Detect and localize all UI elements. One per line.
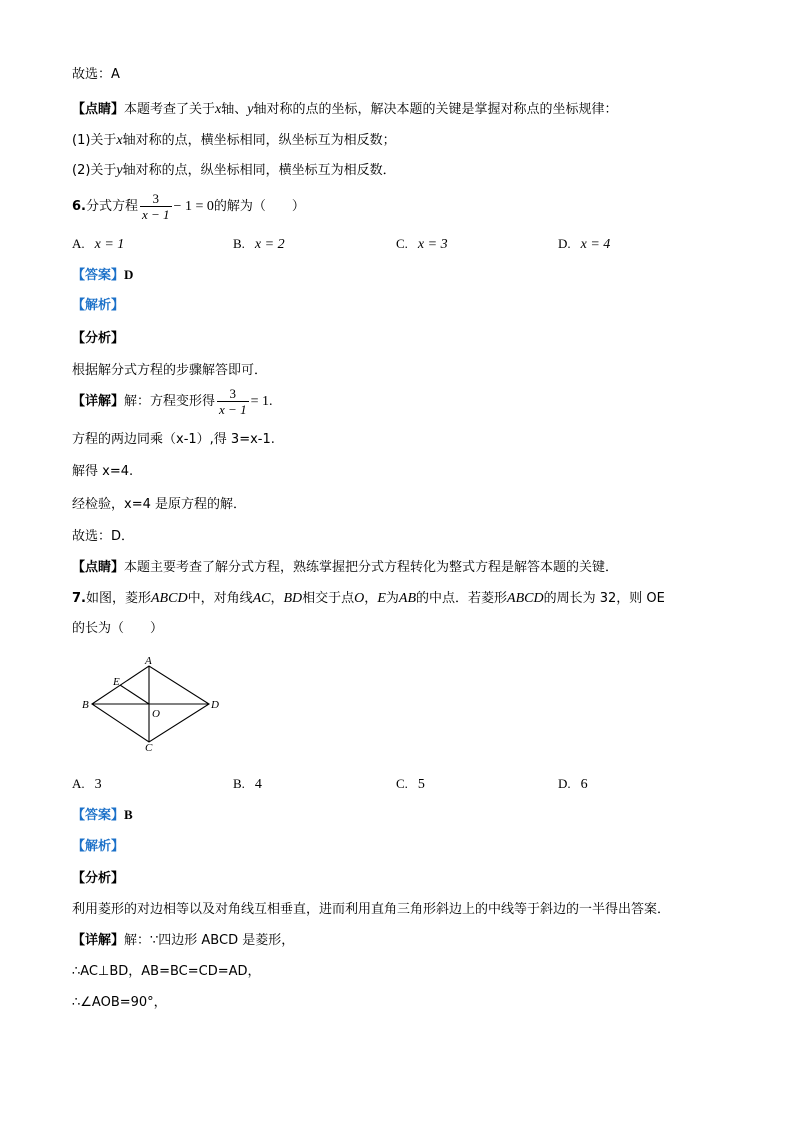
q7-stem-line-1: 7.如图，菱形ABCD中，对角线AC，BD相交于点O，E为AB的中点．若菱形ABCD的周长为 32，则 OE bbox=[72, 591, 665, 606]
rhombus-figure bbox=[80, 654, 230, 754]
q6-detail: 【详解】解：方程变形得 $\frac{3}{x - 1}$ = 1. bbox=[72, 386, 273, 417]
q6-fenxi-text: 根据解分式方程的步骤解答即可． bbox=[72, 363, 268, 378]
symmetry-rule-1: (1)关于x轴对称的点，横坐标相同，纵坐标互为相反数； bbox=[72, 133, 396, 148]
tip-paragraph: 【点睛】本题考查了关于x轴、y轴对称的点的坐标，解决本题的关键是掌握对称点的坐标规律： bbox=[72, 102, 618, 117]
q6-step-4: 故选：D． bbox=[72, 529, 135, 544]
q6-answer: 【答案】D bbox=[72, 267, 134, 283]
label-e: E bbox=[113, 676, 120, 688]
label-b: B bbox=[82, 699, 89, 711]
q6-step-3: 经检验，x=4 是原方程的解． bbox=[72, 497, 246, 512]
q7-step-1: ∴AC⊥BD，AB=BC=CD=AD， bbox=[72, 964, 261, 979]
q7-number: 7. bbox=[72, 591, 86, 606]
q6-number: 6. bbox=[72, 199, 86, 214]
q6-tip: 【点睛】本题主要考查了解分式方程，熟练掌握把分式方程转化为整式方程是解答本题的关键． bbox=[72, 560, 619, 575]
q7-answer: 【答案】B bbox=[72, 807, 133, 823]
tip-tag: 【点睛】 bbox=[72, 102, 125, 117]
q7-fenxi-tag: 【分析】 bbox=[72, 871, 125, 886]
q6-option-b: B. x = 2 bbox=[233, 236, 285, 252]
symmetry-rule-2: (2)关于y轴对称的点，纵坐标相同，横坐标互为相反数． bbox=[72, 163, 396, 178]
q7-stem-line-2: 的长为（ ） bbox=[72, 621, 164, 636]
answer-tag: 【答案】 bbox=[72, 268, 125, 283]
answer-choice-line: 故选：A bbox=[72, 67, 120, 82]
q6-detail-fraction: $\frac{3}{x - 1}$ bbox=[219, 386, 247, 417]
q6-step-2: 解得 x=4. bbox=[72, 464, 134, 479]
label-d: D bbox=[211, 699, 219, 711]
q6-option-c: C. x = 3 bbox=[396, 236, 448, 252]
label-a: A bbox=[145, 655, 152, 667]
q7-option-b: B. 4 bbox=[233, 776, 262, 792]
q7-option-d: D. 6 bbox=[558, 776, 588, 792]
segment-oe bbox=[120, 685, 149, 704]
q7-option-c: C. 5 bbox=[396, 776, 425, 792]
q6-stem: 6.分式方程 $\frac{3}{x - 1}$ − 1 = 0的解为（ ） bbox=[72, 191, 305, 222]
q6-analysis-tag: 【解析】 bbox=[72, 298, 125, 313]
q6-option-a: A. x = 1 bbox=[72, 236, 125, 252]
q6-fraction: $\frac{3}{x - 1}$ bbox=[142, 191, 170, 222]
q7-analysis-tag: 【解析】 bbox=[72, 839, 125, 854]
q6-option-d: D. x = 4 bbox=[558, 236, 611, 252]
label-o: O bbox=[152, 708, 160, 720]
q7-fenxi-text: 利用菱形的对边相等以及对角线互相垂直，进而利用直角三角形斜边上的中线等于斜边的一半得出答案． bbox=[72, 902, 671, 917]
q7-step-2: ∴∠AOB=90°， bbox=[72, 995, 167, 1010]
q6-fenxi-tag: 【分析】 bbox=[72, 331, 125, 346]
q7-option-a: A. 3 bbox=[72, 776, 102, 792]
label-c: C bbox=[145, 742, 153, 754]
q6-step-1: 方程的两边同乘（x-1）,得 3=x-1. bbox=[72, 432, 275, 447]
q7-detail: 【详解】解：∵四边形 ABCD 是菱形， bbox=[72, 933, 295, 948]
